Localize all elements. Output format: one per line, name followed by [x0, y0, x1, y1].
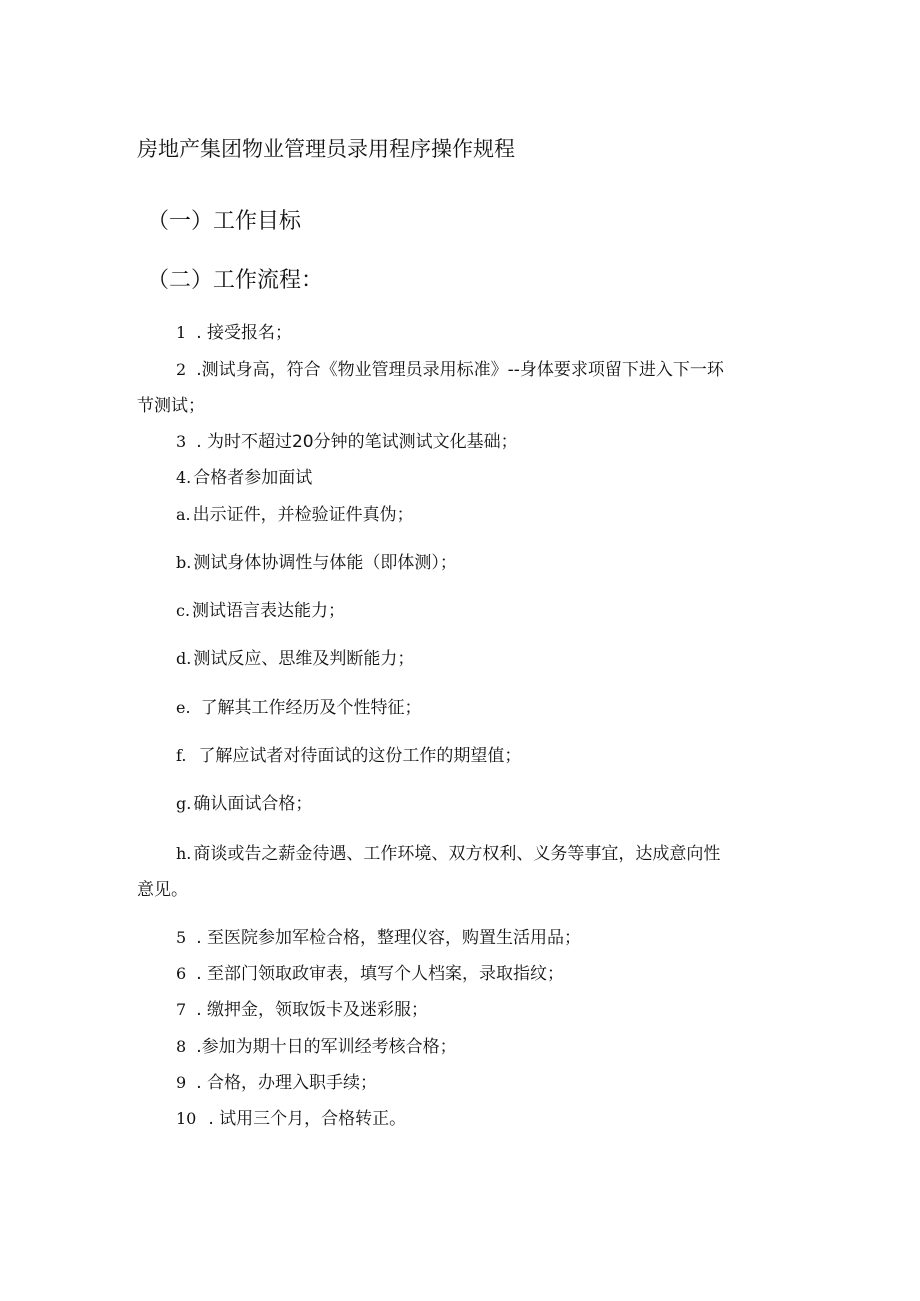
step-text: 合格者参加面试	[193, 468, 313, 488]
step-text: . 至部门领取政审表，填写个人档案，录取指纹；	[196, 964, 564, 984]
step-2	[176, 362, 724, 379]
item-text: 测试语言表达能力；	[192, 601, 346, 621]
step-text: .测试身高，符合《物业管理员录用标准》--身体要求项留下进入下一环	[196, 360, 724, 380]
step-number: 5	[176, 928, 187, 947]
section-heading-goals: （一）工作目标	[147, 209, 302, 234]
step-number: 10	[176, 1109, 197, 1128]
item-letter: a.	[176, 505, 191, 524]
step-10	[176, 1111, 406, 1128]
step-text: . 接受报名；	[196, 323, 292, 343]
document-title: 房地产集团物业管理员录用程序操作规程	[137, 137, 515, 161]
item-letter: e.	[176, 698, 191, 717]
step-number: 3	[176, 432, 187, 451]
step-text: .参加为期十日的军训经考核合格；	[196, 1037, 457, 1057]
item-letter: c.	[176, 601, 191, 620]
step-text: . 为时不超过20分钟的笔试测试文化基础；	[196, 432, 518, 452]
step-4	[176, 470, 312, 487]
item-text: 了解应试者对待面试的这份工作的期望值；	[198, 746, 522, 766]
step-text: . 至医院参加军检合格，整理仪容，购置生活用品；	[196, 928, 581, 948]
step-text: . 合格，办理入职手续；	[196, 1073, 377, 1093]
step-8	[176, 1039, 457, 1056]
interview-item-d	[176, 651, 414, 668]
interview-item-b	[176, 555, 457, 572]
step-number: 7	[176, 1000, 187, 1019]
interview-item-a	[176, 507, 414, 524]
interview-item-c	[176, 603, 345, 620]
section-heading-workflow: （二）工作流程：	[147, 268, 324, 293]
interview-item-e	[176, 700, 422, 717]
item-text: 了解其工作经历及个性特征；	[200, 698, 422, 718]
interview-item-g	[176, 796, 312, 813]
item-text: 测试反应、思维及判断能力；	[193, 649, 415, 669]
step-5	[176, 930, 581, 947]
step-number: 6	[176, 964, 187, 983]
step-7	[176, 1002, 428, 1019]
item-text: 商谈或告之薪金待遇、工作环境、双方权利、义务等事宜，达成意向性	[193, 844, 721, 864]
interview-item-f	[176, 748, 521, 765]
item-letter: f.	[176, 746, 187, 765]
step-3	[176, 434, 518, 451]
item-letter: g.	[176, 794, 192, 813]
step-1	[176, 325, 292, 342]
step-text: . 缴押金，领取饭卡及迷彩服；	[196, 1000, 428, 1020]
step-number: 4.	[176, 468, 192, 487]
item-letter: h.	[176, 844, 192, 863]
item-text: 出示证件，并检验证件真伪；	[192, 505, 414, 525]
step-text: . 试用三个月，合格转正。	[208, 1109, 407, 1129]
step-number: 9	[176, 1073, 187, 1092]
step-2-continuation: 节测试；	[137, 396, 205, 416]
step-number: 8	[176, 1037, 187, 1056]
item-text: 测试身体协调性与体能（即体测）；	[193, 553, 457, 573]
item-text: 确认面试合格；	[193, 794, 313, 814]
item-letter: d.	[176, 649, 192, 668]
interview-item-h	[176, 846, 720, 863]
step-9	[176, 1075, 377, 1092]
step-number: 2	[176, 360, 187, 379]
step-number: 1	[176, 323, 187, 342]
step-6	[176, 966, 564, 983]
interview-item-h-continuation: 意见。	[137, 880, 188, 900]
item-letter: b.	[176, 553, 192, 572]
